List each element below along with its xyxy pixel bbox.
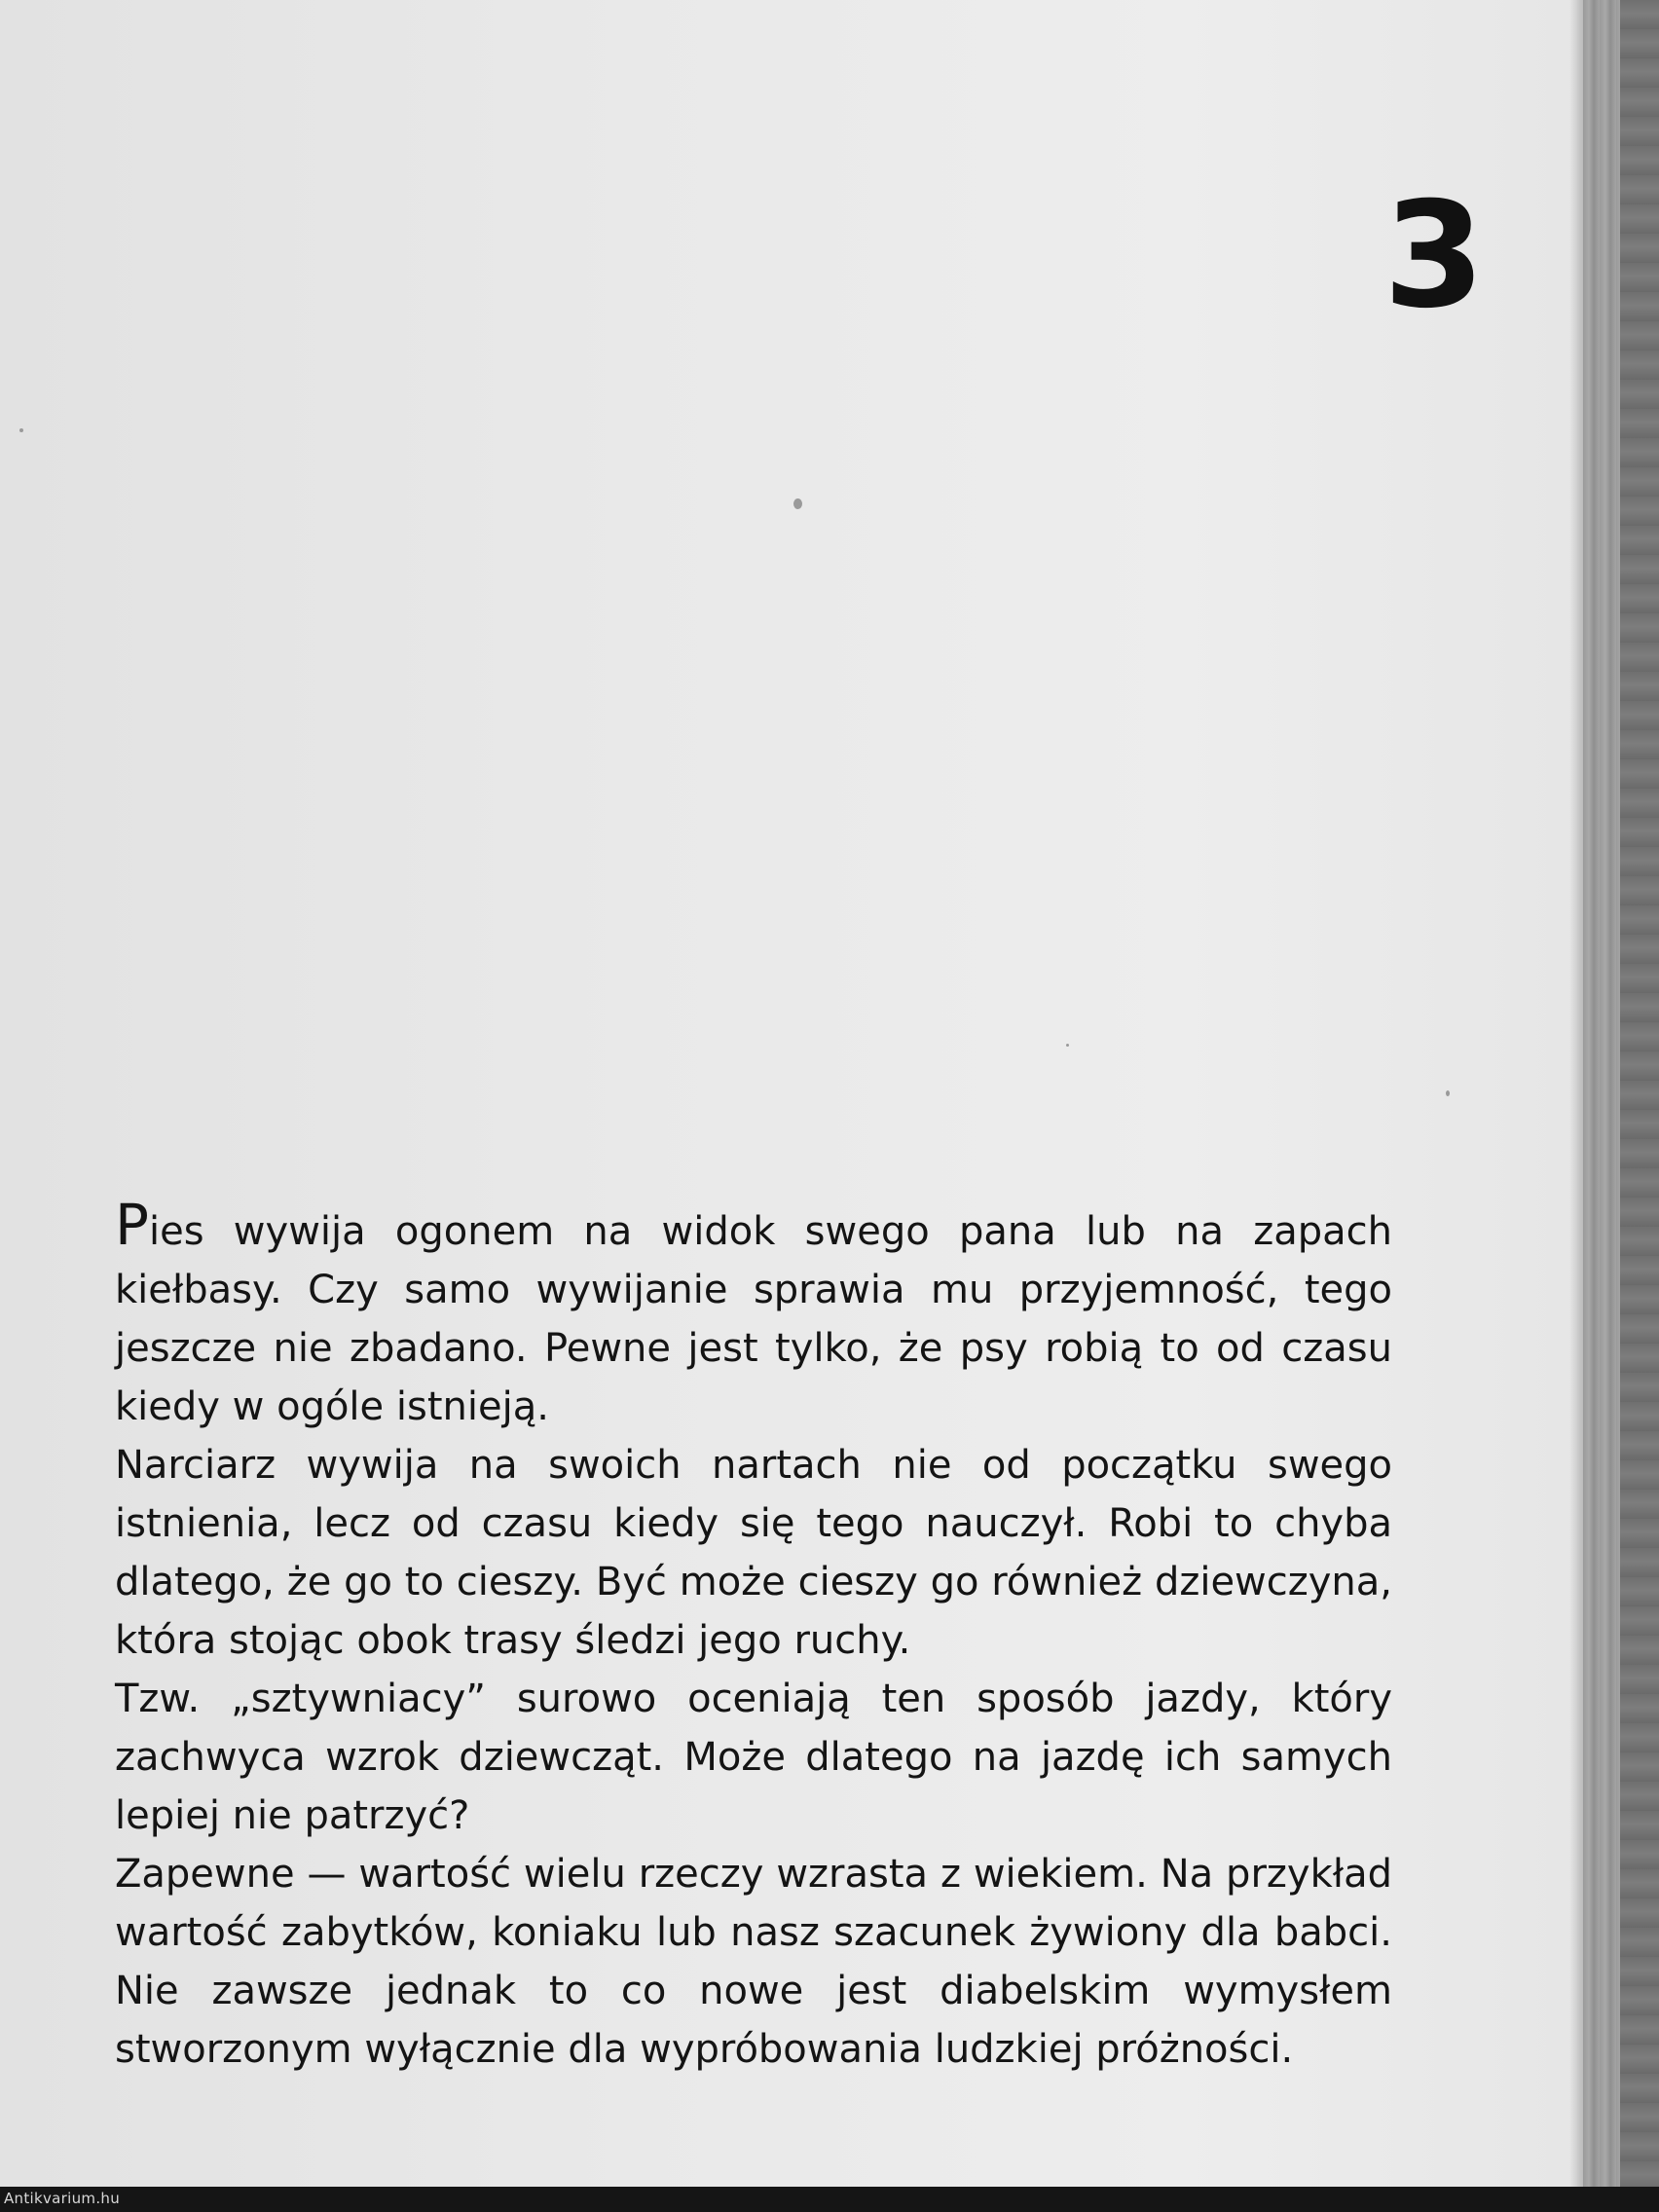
- paper-speck: [1446, 1090, 1450, 1096]
- paper-speck: [1066, 1044, 1069, 1047]
- initial-letter: P: [115, 1192, 149, 1258]
- page-edge-shadow: [1569, 0, 1583, 2212]
- paper-speck: [19, 428, 23, 432]
- chapter-number: 3: [1382, 171, 1486, 341]
- paragraph-1: [115, 1192, 1392, 1436]
- watermark: Antikvarium.hu: [4, 2190, 121, 2207]
- paper-speck: [793, 498, 802, 509]
- bottom-strip: [0, 2187, 1659, 2212]
- book-cover-spine: [1620, 0, 1659, 2212]
- paragraph-1-text: ies wywija ogonem na widok swego pana lub na zapach kiełbasy. Czy samo wywijanie sprawia mu przyjemność, tego jeszcze nie zbadano. Pewne jest tylko, że psy robią to od czasu kiedy w ogóle istnieją.: [115, 1209, 1392, 1429]
- body-text: [115, 1192, 1392, 2079]
- paragraph-2: Narciarz wywija na swoich nartach nie od początku swego istnienia, lecz od czasu kiedy się tego nauczył. Robi to chyba dlatego, że go to cieszy. Być może cieszy go również dziewczyna, która stojąc obok trasy śledzi jego ruchy.: [115, 1443, 1392, 1663]
- paragraph-4: Zapewne — wartość wielu rzeczy wzrasta z wiekiem. Na przykład wartość zabytków, koniaku lub nasz szacunek żywiony dla babci. Nie zawsze jednak to co nowe jest diabelskim wymysłem stworzonym wyłącznie dla wypróbowania ludzkiej próżności.: [115, 1852, 1392, 2072]
- paragraph-3: Tzw. „sztywniacy” surowo oceniają ten sposób jazdy, który zachwyca wzrok dziewcząt. Może dlatego na jazdę ich samych lepiej nie patrzyć?: [115, 1677, 1392, 1838]
